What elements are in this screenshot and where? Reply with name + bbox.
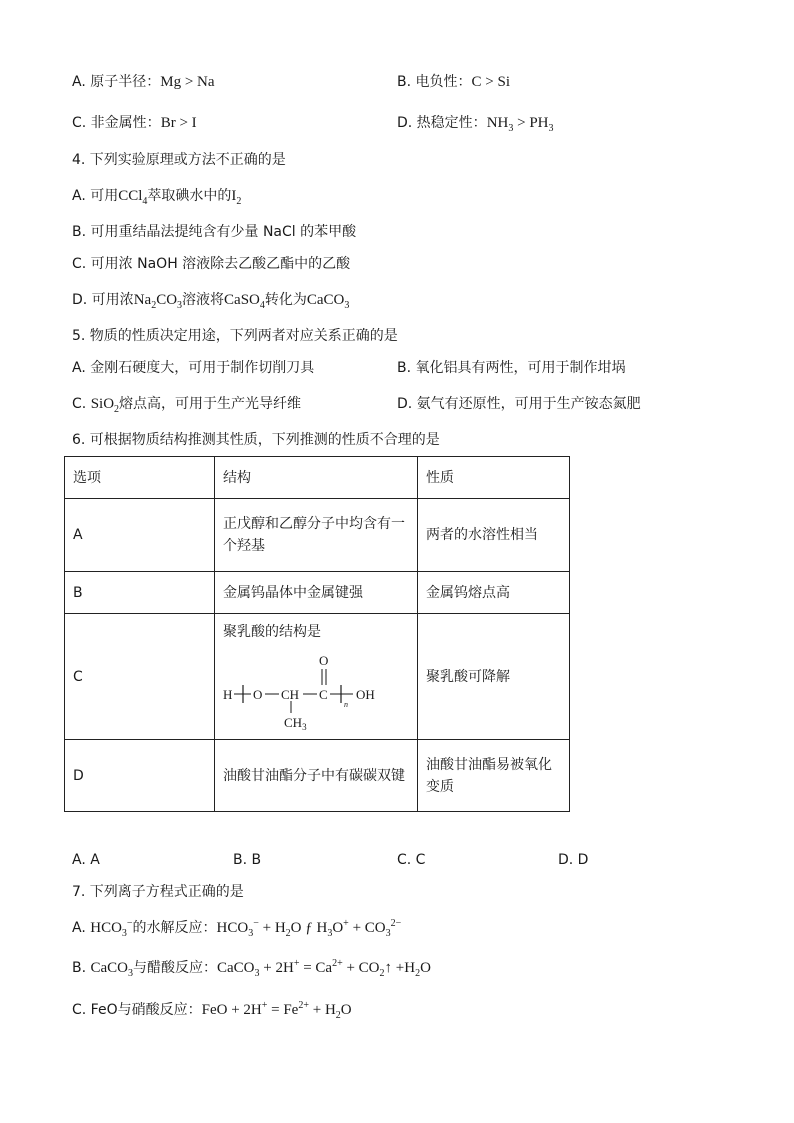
q3-option-b: [397, 72, 510, 92]
header-structure: 结构: [215, 457, 418, 499]
q5-option-a: A. 金刚石硬度大，可用于制作切削刀具: [72, 360, 315, 376]
q3-d-label: D. 热稳定性：: [397, 115, 487, 131]
q7-option-a: A. $HCO_3^-$的水解反应：$HCO_3^- + H_2O$ ƒ $H_3O^+ + CO_3^{2-}$: [72, 918, 402, 939]
q7-option-b: B. CaCO$_3$与醋酸反应：CaCO$_3$ + $2H^+ = Ca^{2+}$ + $CO_2↑ +H_2O$: [72, 958, 431, 979]
formula-o: O: [253, 686, 263, 702]
formula-h: H: [223, 686, 233, 702]
q6-answer-d: D. D: [558, 852, 589, 868]
q3-a-expr: Mg > Na: [160, 74, 215, 90]
q5-stem: 5. 物质的性质决定用途，下列两者对应关系正确的是: [72, 328, 398, 344]
row-b-property: 金属钨熔点高: [418, 572, 570, 614]
q6-answer-b: B. B: [233, 852, 262, 868]
q7-option-c: C. FeO与硝酸反应：FeO + $2H^+ = Fe^{2+} + H_2O$: [72, 1000, 352, 1021]
formula-o-top: O: [319, 652, 329, 668]
formula-n: n: [344, 699, 348, 709]
formula-ch3: $CH_3$: [284, 714, 307, 732]
formula-ch: CH: [281, 686, 300, 702]
row-c-structure-text: 聚乳酸的结构是: [223, 623, 321, 640]
table-row: [65, 740, 570, 812]
q5-option-d: D. 氨气有还原性，可用于生产铵态氮肥: [397, 396, 641, 412]
polylactic-acid-formula: [223, 643, 409, 733]
formula-c: C: [319, 686, 328, 702]
q6-answer-c: C. C: [397, 852, 426, 868]
table-row: [65, 499, 570, 572]
q6-stem: 6. 可根据物质结构推测其性质，下列推测的性质不合理的是: [72, 432, 440, 448]
row-c-option: C: [65, 614, 215, 740]
q3-c-expr: Br > I: [160, 115, 197, 131]
row-c-structure: [215, 614, 418, 740]
row-d-property: 油酸甘油酯易被氧化变质: [418, 740, 570, 812]
q4-option-d: D. 可用浓$Na_2CO_3$溶液将CaSO$_4$转化为CaCO$_3$: [72, 292, 350, 311]
q3-a-label: A. 原子半径：: [72, 74, 161, 90]
q3-c-label: C. 非金属性：: [72, 115, 161, 131]
row-b-structure: 金属钨晶体中金属键强: [215, 572, 418, 614]
formula-oh: OH: [356, 686, 375, 702]
q3-b-expr: C > Si: [471, 74, 510, 90]
row-a-structure: 正戊醇和乙醇分子中均含有一个羟基: [215, 499, 418, 572]
q3-option-d: [397, 113, 554, 133]
q4-option-b: B. 可用重结晶法提纯含有少量 NaCl 的苯甲酸: [72, 224, 357, 240]
row-d-structure: 油酸甘油酯分子中有碳碳双键: [215, 740, 418, 812]
table-row: [65, 614, 570, 740]
q6-table: [64, 456, 570, 812]
q4-stem: 4. 下列实验原理或方法不正确的是: [72, 152, 286, 168]
q5-option-b: B. 氧化铝具有两性，可用于制作坩埚: [397, 360, 626, 376]
table-row: [65, 572, 570, 614]
q3-option-a: [72, 72, 215, 92]
header-option: 选项: [65, 457, 215, 499]
row-a-property: 两者的水溶性相当: [418, 499, 570, 572]
q3-b-label: B. 电负性：: [397, 74, 472, 90]
row-b-option: B: [65, 572, 215, 614]
header-property: 性质: [418, 457, 570, 499]
row-c-property: 聚乳酸可降解: [418, 614, 570, 740]
row-a-option: A: [65, 499, 215, 572]
q6-answer-a: A. A: [72, 852, 100, 868]
q3-option-c: [72, 113, 197, 133]
q4-option-c: C. 可用浓 NaOH 溶液除去乙酸乙酯中的乙酸: [72, 256, 351, 272]
q7-stem: 7. 下列离子方程式正确的是: [72, 884, 244, 900]
table-header-row: [65, 457, 570, 499]
q3-d-expr: $NH_3 > PH_3$: [486, 115, 554, 134]
q4-option-a: A. 可用CCl$_4$萃取碘水中的$I_2$: [72, 188, 242, 207]
row-d-option: D: [65, 740, 215, 812]
q5-option-c: C. SiO$_2$熔点高，可用于生产光导纤维: [72, 396, 302, 415]
